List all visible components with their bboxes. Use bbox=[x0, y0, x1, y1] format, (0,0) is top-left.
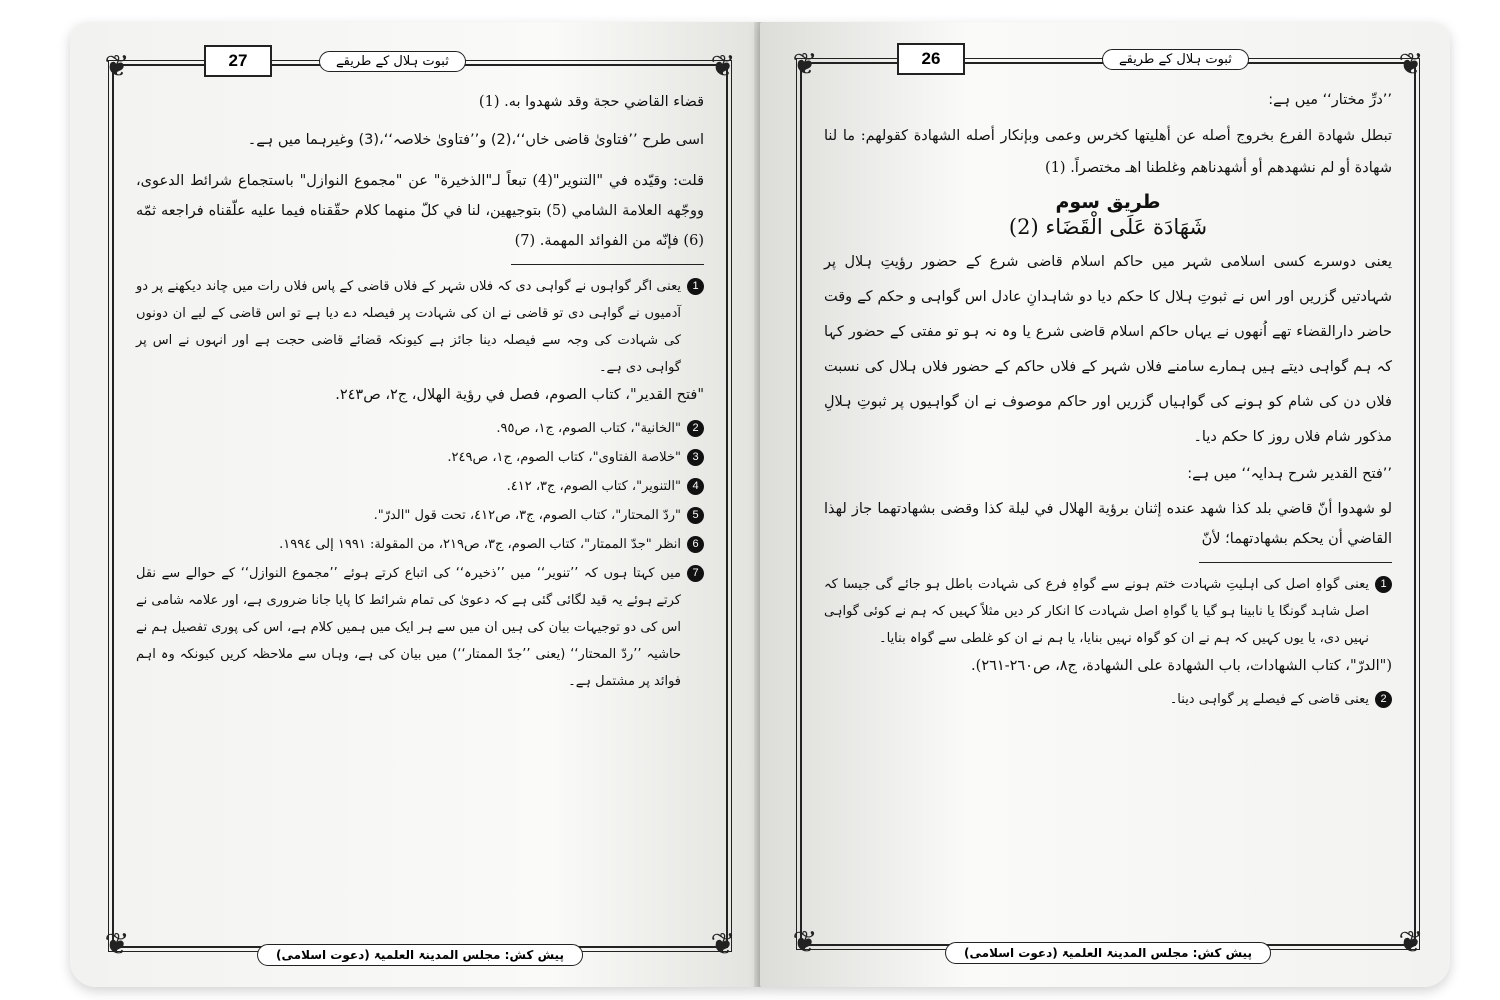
page-footer: پیش کش: مجلس المدینۃ العلمیۃ (دعوت اسلامی) bbox=[945, 942, 1271, 964]
ornament-corner-icon: ❦ bbox=[710, 49, 736, 84]
right-page-frame bbox=[792, 47, 1424, 960]
footnote-text: "خلاصة الفتاوى"، كتاب الصوم، ج١، ص٢٤٩. bbox=[447, 450, 681, 465]
right-page-content bbox=[824, 88, 1392, 715]
footnote-7 bbox=[136, 560, 704, 695]
footnote-number: 6 bbox=[687, 536, 704, 553]
footnote-divider bbox=[1199, 562, 1392, 563]
arabic-paragraph: قلت: وقيّده في "التنوير"(4) تبعاً لـ"الذخيرة" عن "مجموع النوازل" باستجماع شرائط الدعوى، ووجّهه العلامة الشامي (5) بتوجيهين، لنا في كلّ منهما كلام حقّقناه فيما عليه علّقناه فراجعه ثمّه (6) فإنّه من الفوائد المهمة. (7) bbox=[136, 173, 704, 249]
arabic-quote: تبطل شهادة الفرع بخروج أصله عن أهليتها كخرس وعمى وبإنكار أصله الشهادة كقولهم: ما لنا شهادة أو لم نشهدهم أو أشهدناهم وغلطنا اهـ مختصراً. (1) bbox=[824, 128, 1392, 176]
arabic-line: قضاء القاضي حجة وقد شهدوا به. (1) bbox=[478, 94, 704, 110]
footnote-5 bbox=[136, 502, 704, 529]
intro-line: ’’درِّ مختار‘‘ میں ہے: bbox=[1268, 92, 1392, 108]
ornament-corner-icon: ❦ bbox=[710, 927, 736, 962]
urdu-paragraph: یعنی دوسرے کسی اسلامی شہر میں حاکم اسلام قاضی شرع کے حضور رؤیتِ ہلال پر شہادتیں گزریں اور اس نے ثبوتِ ہلال کا حکم دیا دو شاہدانِ عادل اس گواہی و حکم کے وقت حاضر دارالقضاء تھے اُنھوں نے یہاں حاکم اسلام قاضی شرع یا وہ نہ ہو تو مفتی کے حضور کہا کہ ہم گواہی دیتے ہیں ہمارے سامنے فلاں شہر کے فلاں حاکم کے حضور فلاں ہلال کی نسبت فلاں دن کی شام کو ہونے کی گواہیاں گزریں اور حاکم موصوف نے ان گواہیوں پر ثبوتِ ہلالِ مذکور شام فلاں روز کا حکم دیا۔ bbox=[824, 254, 1392, 445]
section-heading: طریق سوم bbox=[1055, 191, 1161, 213]
footnote-3 bbox=[136, 444, 704, 471]
left-page-frame bbox=[104, 49, 736, 962]
left-page-number-box bbox=[204, 44, 272, 78]
footnote-number: 4 bbox=[687, 478, 704, 495]
footnote-1 bbox=[824, 571, 1392, 652]
ornament-corner-icon: ❦ bbox=[792, 925, 818, 960]
left-page bbox=[70, 22, 760, 987]
footnote-reference: "فتح القدير"، كتاب الصوم، فصل في رؤية الهلال، ج٢، ص٢٤٣. bbox=[335, 387, 704, 403]
footnote-text: "ردّ المحتار"، كتاب الصوم، ج٣، ص٤١٢، تحت قول "الدرّ". bbox=[373, 508, 681, 523]
footnote-number: 2 bbox=[1375, 691, 1392, 708]
footnote-6 bbox=[136, 531, 704, 558]
section-subheading: شَهَادَة عَلَى الْقَضَاء (2) bbox=[1008, 215, 1208, 239]
ornament-corner-icon: ❦ bbox=[792, 47, 818, 82]
ornament-corner-icon: ❦ bbox=[1398, 925, 1424, 960]
footnote-4 bbox=[136, 473, 704, 500]
arabic-quote: لو شهدوا أنّ قاضي بلد كذا شهد عنده إثنان برؤية الهلال في ليلة كذا وقضى بشهادتهما جاز لهذا القاضي أن يحكم بشهادتهما؛ لأنّ bbox=[824, 501, 1392, 547]
footnote-divider bbox=[511, 264, 704, 265]
footnote-2 bbox=[824, 686, 1392, 713]
page-footer: پیش کش: مجلس المدینۃ العلمیۃ (دعوت اسلامی) bbox=[257, 944, 583, 966]
footnote-text: یعنی اگر گواہوں نے گواہی دی کہ فلاں شہر کے فلاں قاضی کے پاس فلاں رات میں چاند دیکھنے پر دو آدمیوں نے گواہی دی تو قاضی نے ان کی شہادت پر فیصلہ دے دیا ہے تو اس قاضی کے لیے ان دونوں کی شہادت کی وجہ سے فیصلہ دینا جائز ہے کیونکہ قضائے قاضی حجت ہے اور انہوں نے اس پر گواہی دی ہے۔ bbox=[136, 279, 681, 375]
page-number: 26 bbox=[897, 43, 965, 75]
left-page-content bbox=[136, 90, 704, 697]
ornament-corner-icon: ❦ bbox=[1398, 47, 1424, 82]
footnote-text: یعنی گواہِ اصل کی اہلیتِ شہادت ختم ہونے سے گواہِ فرع کی شہادت باطل ہو جائے گی جیسا کہ اصل شاہد گونگا یا نابینا ہو گیا یا گواہِ اصل شہادت کا انکار کر دیں مثلاً کہیں کہ ہم نے کوئی گواہی نہیں دی، یا یوں کہیں کہ ہم نے ان کو گواہ نہیں بنایا، یا ہم نے ان کو غلطی سے گواہ بنایا۔ bbox=[824, 577, 1369, 646]
footnote-number: 1 bbox=[687, 278, 704, 295]
footnote-number: 5 bbox=[687, 507, 704, 524]
footnote-reference: ("الدرّ"، كتاب الشهادات، باب الشهادة على الشهادة، ج٨، ص٢٦٠-٢٦١). bbox=[971, 658, 1392, 674]
open-book bbox=[70, 22, 1450, 987]
intro-line: ’’فتح القدیر شرح ہدایہ‘‘ میں ہے: bbox=[1187, 466, 1392, 482]
footnote-text: "الخانية"، كتاب الصوم، ج١، ص٩٥. bbox=[496, 421, 681, 436]
right-page bbox=[760, 22, 1450, 987]
ornament-corner-icon: ❦ bbox=[104, 927, 130, 962]
footnote-text: انظر "جدّ الممتار"، كتاب الصوم، ج٣، ص٢١٩، من المقولة: ١٩٩١ إلى ١٩٩٤. bbox=[279, 537, 681, 552]
footnote-2 bbox=[136, 415, 704, 442]
footnote-number: 1 bbox=[1375, 576, 1392, 593]
footnote-text: میں کہتا ہوں کہ ’’تنویر‘‘ میں ’’ذخیرہ‘‘ کی اتباع کرتے ہوئے ’’مجموع النوازل‘‘ کے حوالے سے نقل کرتے ہوئے یہ قید لگائی گئی ہے کہ دعویٰ کی تمام شرائط کا پایا جانا ضروری ہے، اور علامہ شامی نے اس کی دو توجیہات بیان کی ہیں ان میں سے ہر ایک میں ہمیں کلام ہے، اس کی پوری تفصیل ہم نے حاشیہ ’’ردّ المحتار‘‘ (یعنی ’’جدّ الممتار‘‘) میں بیان کی ہے، وہاں سے ملاحظہ کریں کیونکہ وہ اہم فوائد پر مشتمل ہے۔ bbox=[136, 566, 681, 689]
running-title: ثبوت ہلال کے طریقے bbox=[1102, 49, 1249, 70]
footnote-number: 2 bbox=[687, 420, 704, 437]
page-number: 27 bbox=[204, 45, 272, 77]
left-header bbox=[319, 44, 466, 78]
footnote-number: 3 bbox=[687, 449, 704, 466]
footnote-1 bbox=[136, 273, 704, 381]
running-title: ثبوت ہلال کے طریقے bbox=[319, 51, 466, 72]
urdu-paragraph: اسی طرح ’’فتاویٰ قاضی خاں‘‘،(2) و’’فتاویٰ خلاصہ‘‘،(3) وغیرہما میں ہے۔ bbox=[247, 132, 704, 148]
footnote-number: 7 bbox=[687, 565, 704, 582]
ornament-corner-icon: ❦ bbox=[104, 49, 130, 84]
footnote-text: "التنوير"، كتاب الصوم، ج٣، ٤١٢. bbox=[506, 479, 681, 494]
footnote-text: یعنی قاضی کے فیصلے پر گواہی دینا۔ bbox=[1169, 692, 1369, 707]
right-header bbox=[1102, 42, 1249, 76]
right-page-number-box bbox=[897, 42, 965, 76]
